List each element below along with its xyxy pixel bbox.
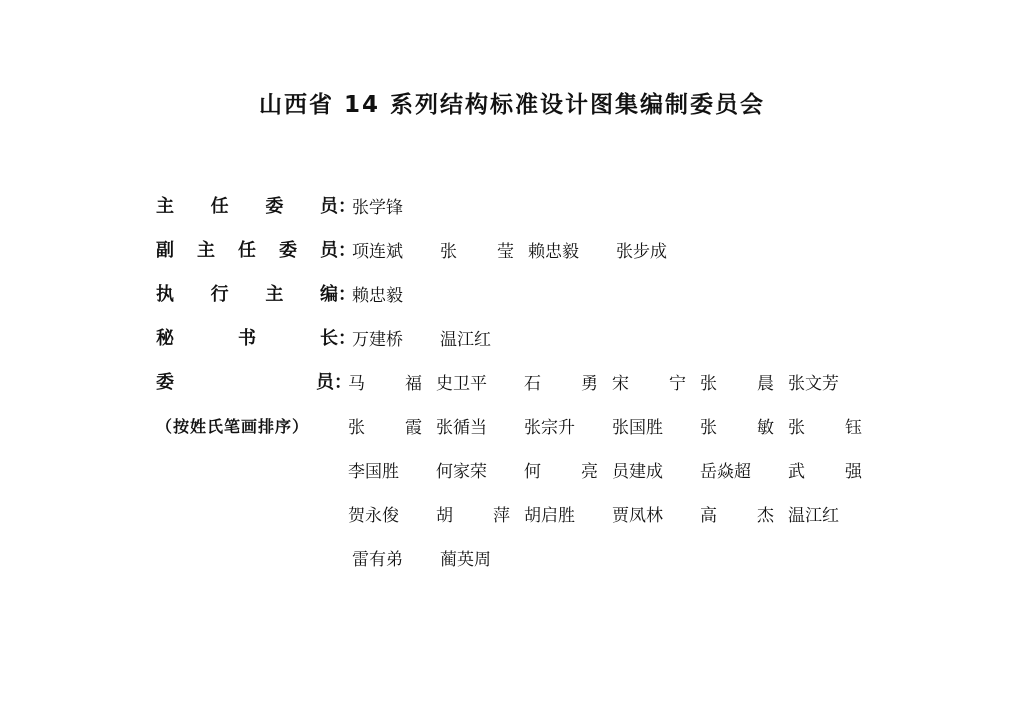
committee-member-name: 李国胜 bbox=[348, 461, 399, 482]
name-list bbox=[352, 325, 528, 350]
committee-member-name: 赖忠毅 bbox=[528, 241, 579, 262]
committee-member-name: 岳焱超 bbox=[700, 461, 751, 482]
role-char: 员 bbox=[320, 240, 338, 261]
name-list bbox=[352, 237, 704, 262]
role-colon: ： bbox=[338, 196, 356, 217]
committee-member-name: 张宗升 bbox=[524, 417, 575, 438]
roster-row-deputy-director bbox=[156, 227, 876, 271]
committee-member-name: 张 晨 bbox=[700, 373, 774, 394]
role-char: 委 bbox=[156, 372, 174, 393]
committee-member-name: 项连斌 bbox=[352, 241, 403, 262]
committee-member-name: 张国胜 bbox=[612, 417, 663, 438]
committee-member-name: 胡启胜 bbox=[524, 505, 575, 526]
committee-member-name: 何 亮 bbox=[524, 461, 598, 482]
role-colon: ： bbox=[334, 372, 352, 393]
role-char: 副 bbox=[156, 240, 174, 261]
role-text bbox=[156, 192, 338, 218]
committee-member-name: 张 莹 bbox=[440, 241, 514, 262]
committee-member-name: 高 杰 bbox=[700, 505, 774, 526]
role-char: 主 bbox=[156, 196, 174, 217]
role-text bbox=[156, 280, 338, 306]
role-colon: ： bbox=[338, 328, 356, 349]
committee-title: 山西省 14 系列结构标准设计图集编制委员会 bbox=[258, 92, 766, 118]
name-list bbox=[352, 281, 440, 306]
name-list bbox=[352, 545, 528, 570]
role-char: 委 bbox=[265, 196, 284, 217]
role-text bbox=[156, 368, 334, 394]
committee-member-name: 武 强 bbox=[788, 461, 862, 482]
committee-member-name: 张循当 bbox=[436, 417, 487, 438]
member-row bbox=[156, 403, 876, 447]
committee-member-name: 员建成 bbox=[612, 461, 663, 482]
role-label bbox=[156, 368, 352, 394]
name-list bbox=[348, 413, 876, 438]
committee-member-name: 温江红 bbox=[788, 505, 839, 526]
committee-member-name: 贺永俊 bbox=[348, 505, 399, 526]
member-row bbox=[156, 447, 876, 491]
committee-member-name: 温江红 bbox=[440, 329, 491, 350]
role-char: 员 bbox=[319, 196, 338, 217]
role-label bbox=[156, 236, 356, 262]
name-list bbox=[348, 369, 876, 394]
name-list bbox=[348, 457, 876, 482]
role-text bbox=[156, 236, 338, 262]
member-row bbox=[156, 535, 876, 579]
committee-member-name: 张 钰 bbox=[788, 417, 862, 438]
role-label bbox=[156, 280, 356, 306]
role-colon: ： bbox=[338, 240, 356, 261]
roster-row-members bbox=[156, 359, 876, 403]
committee-member-name: 石 勇 bbox=[524, 373, 598, 394]
role-label bbox=[156, 192, 356, 218]
roster-row-director bbox=[156, 183, 876, 227]
role-char: 主 bbox=[197, 240, 215, 261]
role-char: 行 bbox=[210, 284, 229, 305]
committee-member-name: 张文芳 bbox=[788, 373, 839, 394]
committee-member-name: 何家荣 bbox=[436, 461, 487, 482]
role-char: 员 bbox=[316, 372, 334, 393]
role-char: 委 bbox=[279, 240, 297, 261]
role-char: 长 bbox=[320, 328, 338, 349]
committee-member-name: 张步成 bbox=[616, 241, 667, 262]
role-char: 秘 bbox=[156, 328, 174, 349]
role-char: 主 bbox=[265, 284, 284, 305]
committee-member-name: 万建桥 bbox=[352, 329, 403, 350]
roster-row-executive-editor bbox=[156, 271, 876, 315]
committee-member-name: 赖忠毅 bbox=[352, 285, 403, 306]
committee-member-name: 宋 宁 bbox=[612, 373, 686, 394]
committee-member-name: 马 福 bbox=[348, 373, 422, 394]
member-order-note: （按姓氏笔画排序） bbox=[156, 416, 310, 436]
committee-member-name: 张学锋 bbox=[352, 197, 403, 218]
role-char: 任 bbox=[210, 196, 229, 217]
role-char: 执 bbox=[156, 284, 174, 305]
role-text bbox=[156, 324, 338, 350]
committee-member-name: 雷有弟 bbox=[352, 549, 403, 570]
role-label bbox=[156, 324, 356, 350]
member-row bbox=[156, 491, 876, 535]
role-char: 编 bbox=[319, 284, 338, 305]
role-char: 任 bbox=[238, 240, 256, 261]
name-list bbox=[352, 193, 440, 218]
committee-member-name: 胡 萍 bbox=[436, 505, 510, 526]
role-colon: ： bbox=[338, 284, 356, 305]
roster-row-secretary-general bbox=[156, 315, 876, 359]
committee-member-name: 贾凤林 bbox=[612, 505, 663, 526]
committee-member-name: 史卫平 bbox=[436, 373, 487, 394]
name-list bbox=[348, 501, 876, 526]
role-char: 书 bbox=[238, 328, 256, 349]
committee-roster bbox=[156, 183, 876, 579]
committee-member-name: 蔺英周 bbox=[440, 549, 491, 570]
committee-member-name: 张 霞 bbox=[348, 417, 422, 438]
committee-member-name: 张 敏 bbox=[700, 417, 774, 438]
